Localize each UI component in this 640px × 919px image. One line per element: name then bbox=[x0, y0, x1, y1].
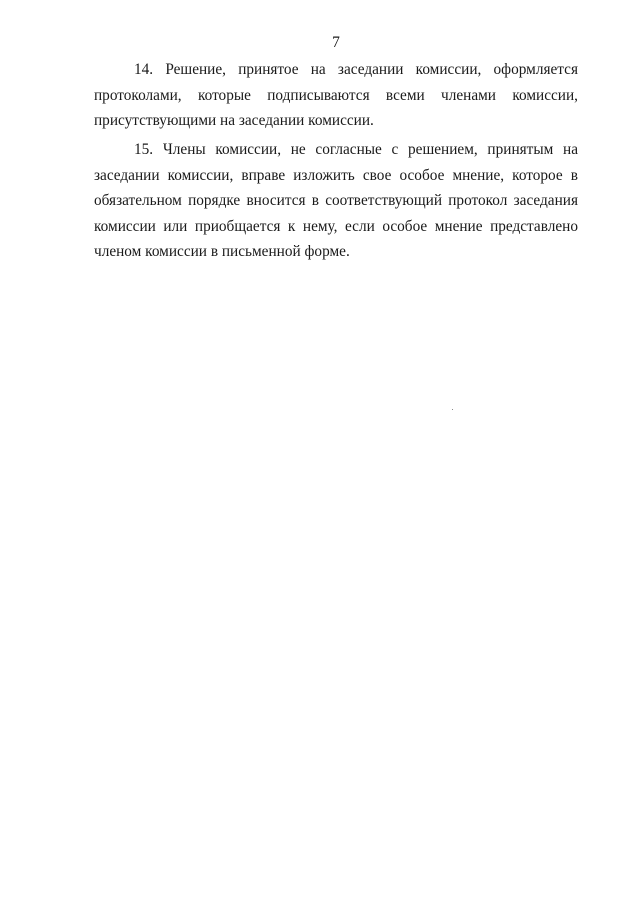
paragraph-14: 14. Решение, принятое на заседании комиссии, оформляется протоколами, которые подписываются всеми членами комиссии, присутствующими на заседании комиссии. bbox=[94, 61, 578, 129]
page-number: 7 bbox=[332, 34, 340, 51]
scan-speck bbox=[452, 409, 453, 410]
paragraph-15: 15. Члены комиссии, не согласные с решением, принятым на заседании комиссии, вправе изложить свое особое мнение, которое в обязательном порядке вносится в соответствующий протокол заседания комиссии или приобщается к нему, если особое мнение представлено членом комиссии в письменной форме. bbox=[94, 141, 578, 260]
